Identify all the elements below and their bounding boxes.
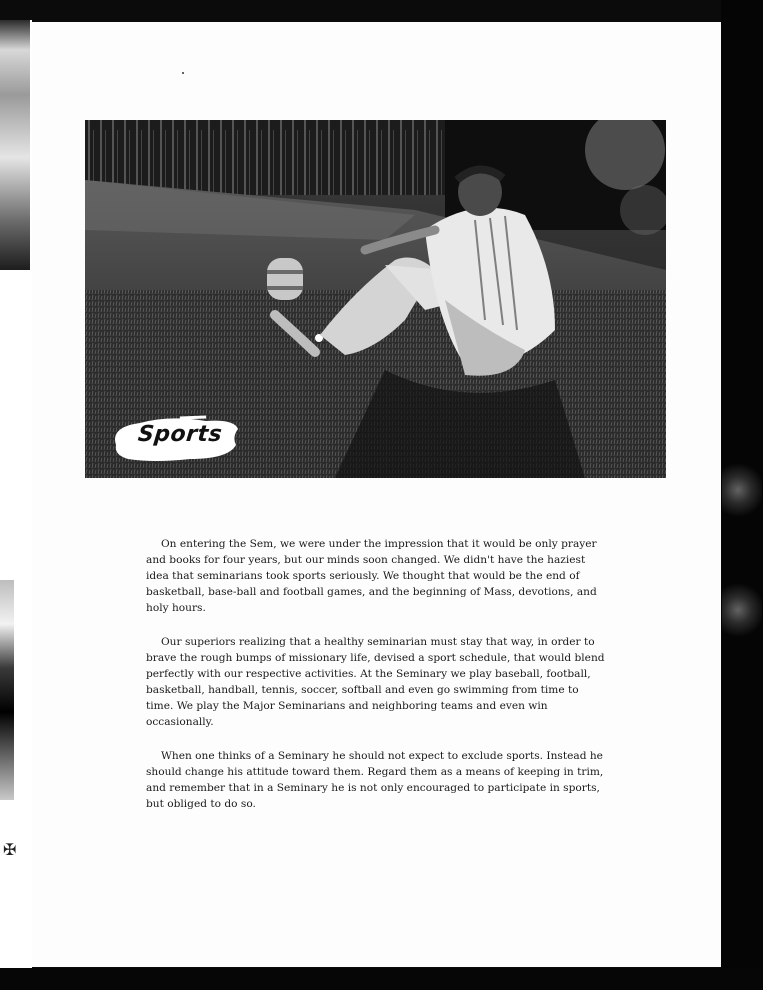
- scan-noise: [722, 460, 762, 520]
- cross-ornament-icon: ✠: [3, 840, 17, 859]
- facing-page-photo-fragment-lower: [0, 580, 14, 800]
- paper-speck: [182, 72, 184, 74]
- scan-noise: [722, 580, 762, 640]
- facing-page-photo-fragment: [0, 20, 30, 270]
- article-body: [146, 536, 608, 830]
- paragraph-2: Our superiors realizing that a healthy seminarian must stay that way, in order to brave the rough bumps of missionary life, devised a sport schedule, that would blend perfectly with our respective activities. At the Seminary we play baseball, football, basketball, handball, tennis, soccer, softball and even go swimming from time to time. We play the Major Seminarians and neighboring teams and even win occasionally.: [146, 636, 605, 728]
- scan-bottom-edge: [0, 968, 763, 990]
- paragraph-1: On entering the Sem, we were under the impression that it would be only prayer and books for four years, but our minds soon changed. We didn't have the haziest idea that seminarians took sports seriously. We thought that would be the end of basketball, base-ball and football games, and the beginning of Mass, devotions, and holy hours.: [146, 538, 597, 614]
- paragraph-3: When one thinks of a Seminary he should not expect to exclude sports. Instead he should change his attitude toward them. Regard them as a means of keeping in trim, and remember that in a Seminary he is not only encouraged to participate in sports, but obliged to do so.: [146, 750, 604, 810]
- section-title: Sports: [136, 422, 224, 447]
